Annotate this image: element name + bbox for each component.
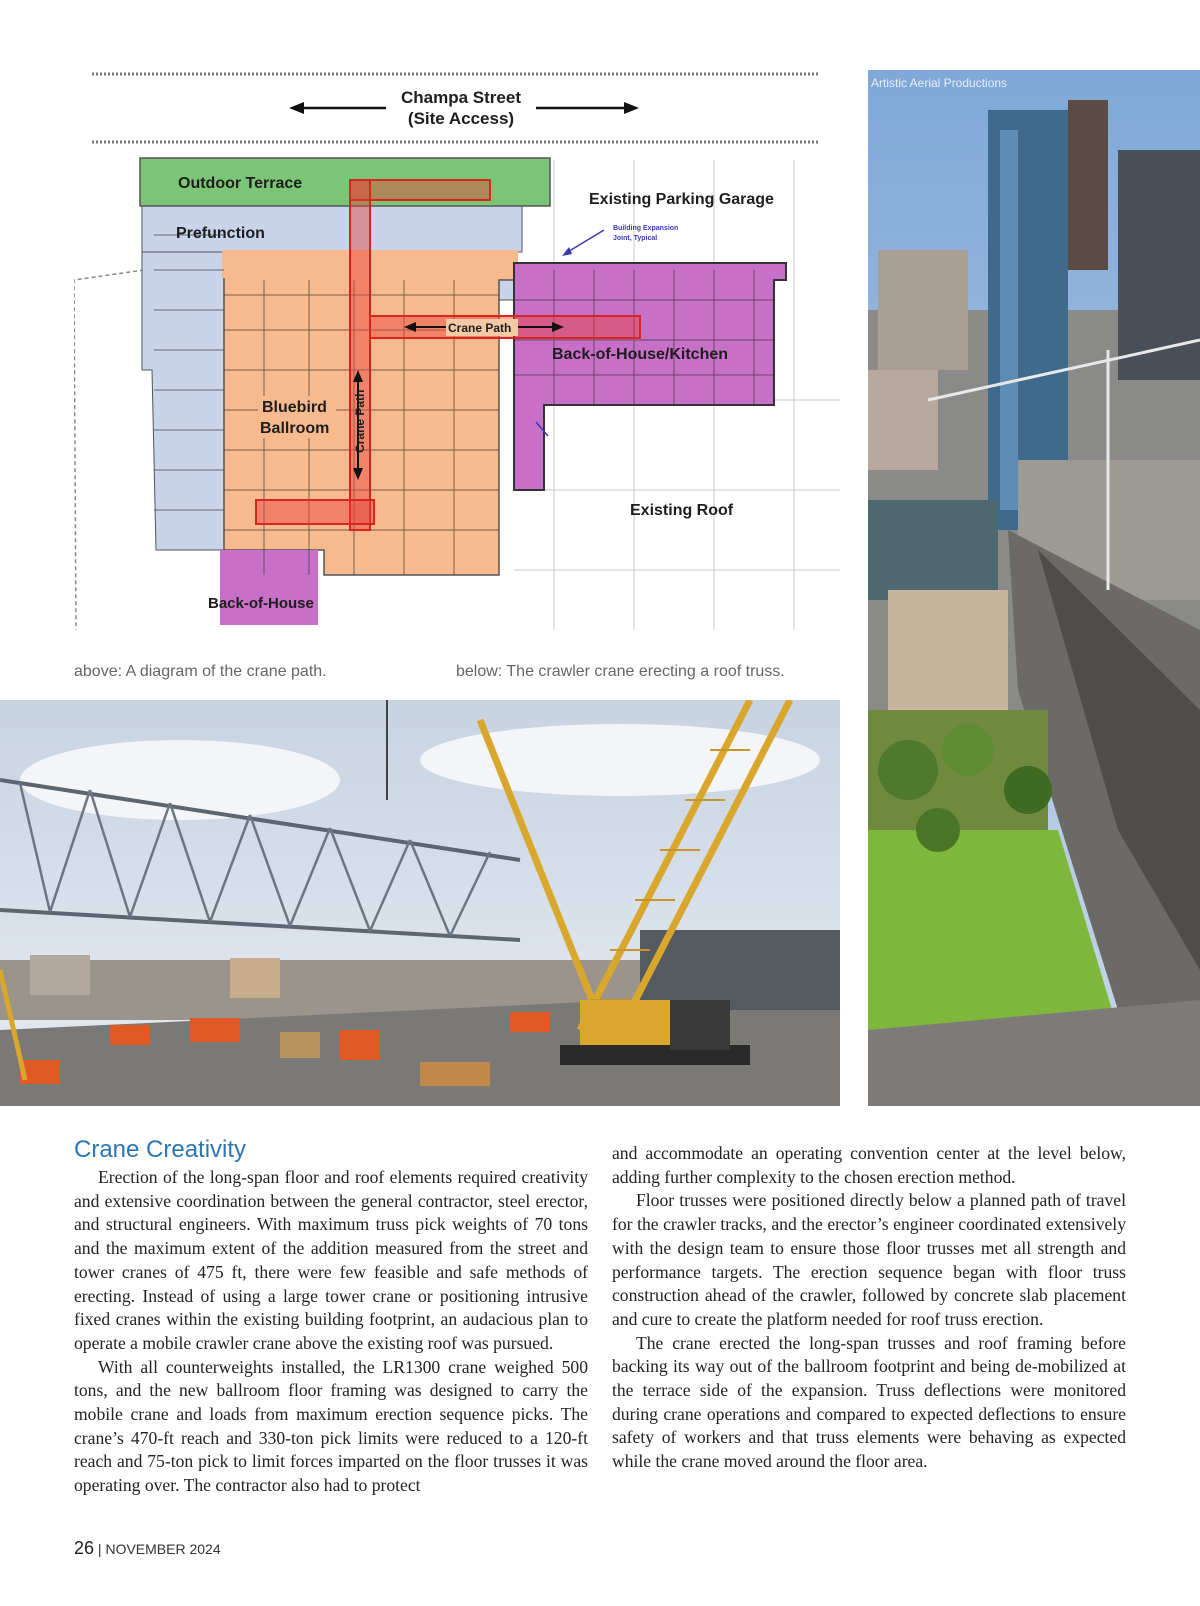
section-heading: Crane Creativity bbox=[74, 1136, 247, 1163]
outdoor-terrace-label: Outdoor Terrace bbox=[178, 175, 303, 192]
crane-photo bbox=[0, 700, 840, 1106]
expansion-joint-label: Building Expansion bbox=[613, 225, 679, 232]
page-footer bbox=[74, 1538, 221, 1559]
paragraph: and accommodate an operating convention center at the level below, adding further complexity to the chosen erection method. bbox=[612, 1143, 1126, 1187]
champa-street-label: Champa Street bbox=[401, 88, 521, 107]
existing-roof-label: Existing Roof bbox=[630, 502, 734, 519]
photo-caption: below: The crawler crane erecting a roof truss. bbox=[456, 663, 785, 680]
paragraph: The crane erected the long-span trusses and roof framing before backing its way out of the ballroom footprint and being de-mobilized at the terrace side of the expansion. Truss deflections were monitored during crane operations and compared to expected deflections to ensure safety of workers and that truss elements were behaving as expected while the crane moved around the floor area. bbox=[612, 1332, 1126, 1472]
photo-credit: Artistic Aerial Productions bbox=[871, 76, 1008, 90]
crane-path-vertical-label: Crane Path bbox=[353, 389, 367, 453]
crane-path-diagram bbox=[74, 70, 840, 642]
crane-path-horizontal-label: Crane Path bbox=[448, 321, 512, 335]
issue-date: NOVEMBER 2024 bbox=[105, 1541, 221, 1557]
ballroom-label: Ballroom bbox=[260, 420, 330, 437]
aerial-photo bbox=[868, 70, 1200, 1106]
back-of-house-kitchen-label: Back-of-House/Kitchen bbox=[552, 346, 729, 363]
back-of-house-label: Back-of-House bbox=[208, 595, 314, 612]
bluebird-label: Bluebird bbox=[262, 399, 327, 416]
article-column-left bbox=[74, 1166, 588, 1498]
paragraph: With all counterweights installed, the LR1300 crane weighed 500 tons, and the new ballroom floor framing was designed to carry the mobile crane and loads from maximum erection sequence picks. The crane’s 470-ft reach and 330-ton pick limits were reduced to a 120-ft reach and 75-ton pick to limit forces imparted on the floor trusses it was operating over. The contractor also had to protect bbox=[74, 1356, 588, 1496]
expansion-joint-label-2: Joint, Typical bbox=[613, 235, 658, 242]
page-number: 26 bbox=[74, 1538, 95, 1558]
existing-parking-garage-label: Existing Parking Garage bbox=[589, 191, 774, 208]
paragraph: Erection of the long-span floor and roof elements required creativity and extensive coordination between the general contractor, steel erector, and structural engineers. With maximum truss pick weights of 70 tons and the maximum extent of the addition measured from the street and tower cranes of 475 ft, there were few feasible and safe methods of erecting. Instead of using a large tower crane or positioning intrusive fixed cranes within the existing building footprint, an audacious plan to operate a mobile crawler crane above the existing roof was pursued. bbox=[74, 1167, 588, 1353]
footer-separator: | bbox=[97, 1541, 106, 1557]
paragraph: Floor trusses were positioned directly below a planned path of travel for the crawler tracks, and the erector’s engineer coordinated extensively with the design team to ensure those floor trusses met all strength and performance targets. The erection sequence began with floor truss construction ahead of the crawler, followed by concrete slab placement and cure to create the platform needed for roof truss erection. bbox=[612, 1190, 1126, 1329]
diagram-caption: above: A diagram of the crane path. bbox=[74, 663, 327, 680]
prefunction-label: Prefunction bbox=[176, 225, 265, 242]
article-column-right bbox=[612, 1142, 1126, 1474]
site-access-label: (Site Access) bbox=[407, 109, 515, 128]
